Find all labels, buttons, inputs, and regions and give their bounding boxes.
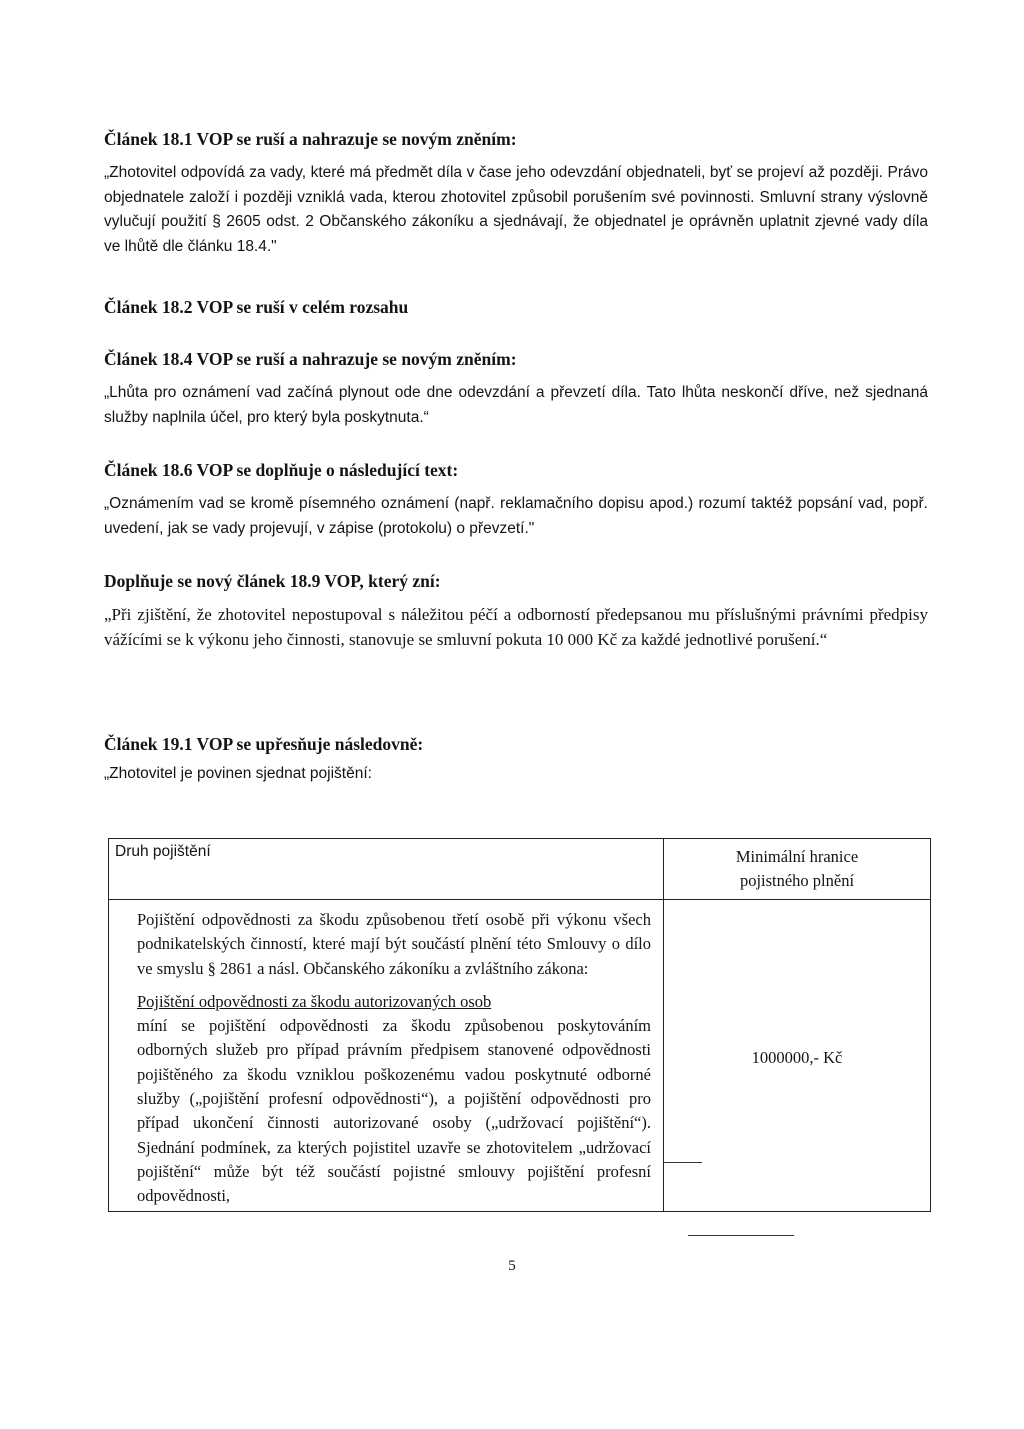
dash-line <box>688 1235 794 1236</box>
header-minimum-limit <box>664 839 931 900</box>
section-18-2 <box>104 295 928 319</box>
page-number: 5 <box>508 1258 516 1274</box>
section-text: „Zhotovitel odpovídá za vady, které má předmět díla v čase jeho odevzdání objednateli, byť se projeví až později. Právo objednatele založí i později vzniklá vada, kterou zhotovitel způsobil porušením své povinnosti. Smluvní strany výslovně vylučují použití § 2605 odst. 2 Občanského zákoníku a sjednávají, že objednatel je oprávněn uplatnit zjevné vady díla ve lhůtě dle článku 18.4." <box>104 164 928 255</box>
section-heading: Doplňuje se nový článek 18.9 VOP, který zní: <box>104 571 441 591</box>
dash-line <box>664 1162 702 1163</box>
insurance-description <box>109 900 664 1212</box>
insurance-limit-cell <box>664 900 931 1212</box>
insurance-subheading: Pojištění odpovědnosti za škodu autorizovaných osob <box>137 991 492 1011</box>
document-page <box>104 127 928 815</box>
header-limit-line2: pojistného plnění <box>739 871 855 890</box>
header-insurance-type: Druh pojištění <box>109 839 664 900</box>
section-18-6 <box>104 458 928 541</box>
insurance-table <box>108 838 931 1212</box>
section-heading: Článek 19.1 VOP se upřesňuje následovně: <box>104 734 424 754</box>
section-text: „Zhotovitel je povinen sjednat pojištění: <box>104 765 372 782</box>
table-header-row <box>109 839 931 900</box>
table-row <box>109 900 931 1212</box>
section-18-4 <box>104 347 928 430</box>
section-text: „Při zjištění, že zhotovitel nepostupoval s náležitou péčí a odborností předepsanou mu příslušnými právními předpisy vážícími se k výkonu jeho činnosti, stanovuje se smluvní pokuta 10 000 Kč za každé jednotlivé porušení.“ <box>104 605 928 649</box>
section-text: „Lhůta pro oznámení vad začíná plynout ode dne odevzdání a převzetí díla. Tato lhůta neskončí dříve, než sjednaná služby naplnila účel, pro který byla poskytnuta.“ <box>104 384 928 426</box>
section-heading: Článek 18.6 VOP se doplňuje o následující text: <box>104 460 459 480</box>
section-19-1 <box>104 732 928 787</box>
section-text: „Oznámením vad se kromě písemného oznámení (např. reklamačního dopisu apod.) rozumí taktéž popsání vad, popř. uvedení, jak se vady projevují, v zápise (protokolu) o převzetí." <box>104 495 928 537</box>
limit-value: 1000000,- Kč <box>751 1048 843 1067</box>
section-heading: Článek 18.2 VOP se ruší v celém rozsahu <box>104 297 409 317</box>
section-heading: Článek 18.4 VOP se ruší a nahrazuje se novým zněním: <box>104 349 517 369</box>
section-18-9 <box>104 569 928 652</box>
header-limit-line1: Minimální hranice <box>735 847 859 866</box>
insurance-subtext: míní se pojištění odpovědnosti za škodu způsobenou poskytováním odborných služeb pro případ právním předpisem stanovené odpovědnosti pojištěného za škodu vzniklou poškozenému vadou poskytnuté odborné služby („pojištění profesní odpovědnosti“), a pojištění odpovědnosti pro případ ukončení činnosti autorizované osoby („udržovací pojištění“). Sjednání podmínek, za kterých pojistitel uzavře se zhotovitelem „udržovací pojištění“ může být též součástí pojistné smlouvy pojištění profesní odpovědnosti, <box>137 1016 651 1206</box>
section-18-1 <box>104 127 928 259</box>
insurance-description-text: Pojištění odpovědnosti za škodu způsobenou třetí osobě při výkonu všech podnikatelských činností, které mají být součástí plnění této Smlouvy o dílo ve smyslu § 2861 a násl. Občanského zákoníku a zvláštního zákona: <box>137 910 651 978</box>
section-heading: Článek 18.1 VOP se ruší a nahrazuje se novým zněním: <box>104 129 517 149</box>
